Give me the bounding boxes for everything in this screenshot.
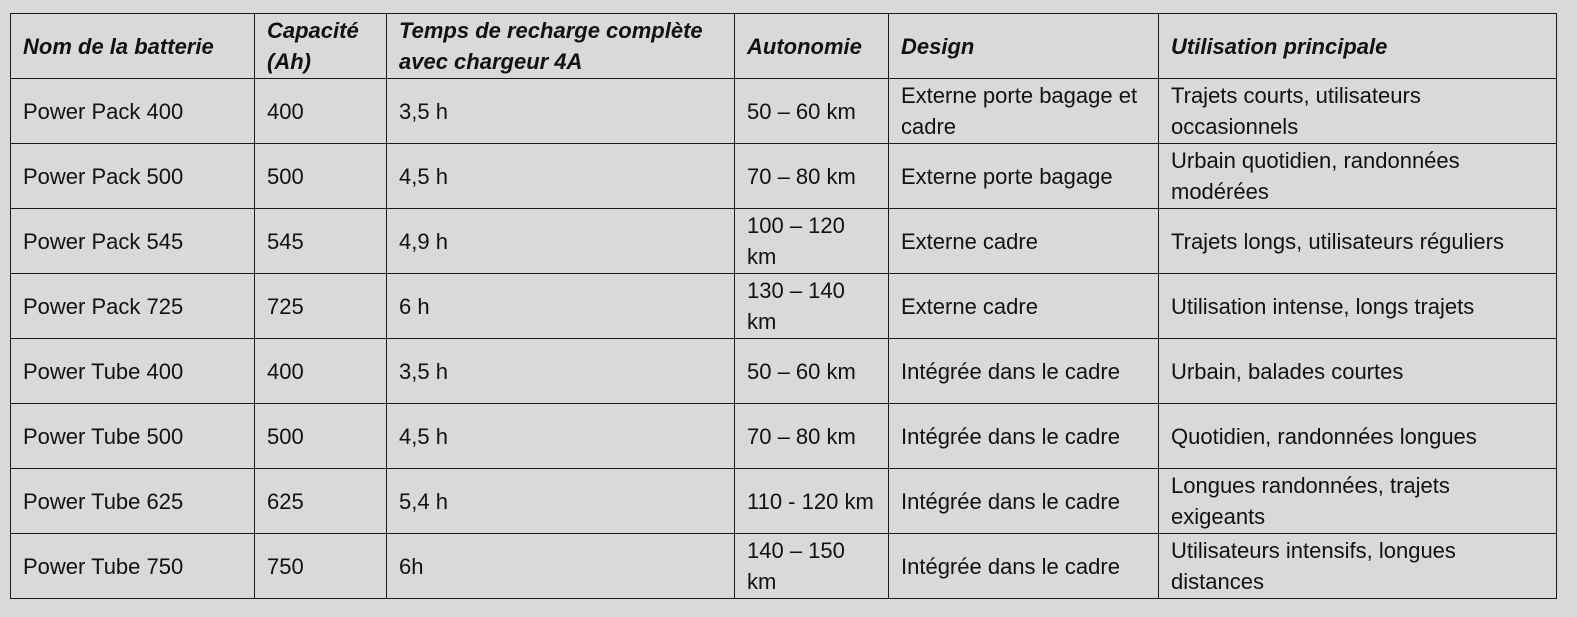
cell-charge-time: 6 h <box>387 274 735 339</box>
cell-range: 130 – 140 km <box>735 274 889 339</box>
cell-design: Intégrée dans le cadre <box>889 534 1159 599</box>
cell-capacity: 725 <box>255 274 387 339</box>
cell-charge-time: 6h <box>387 534 735 599</box>
cell-design: Externe porte bagage <box>889 144 1159 209</box>
table-row <box>11 339 1557 404</box>
header-row <box>11 14 1557 79</box>
table-row <box>11 274 1557 339</box>
cell-charge-time: 4,9 h <box>387 209 735 274</box>
battery-table-container <box>10 13 1557 599</box>
cell-capacity: 500 <box>255 404 387 469</box>
cell-capacity: 545 <box>255 209 387 274</box>
cell-design: Intégrée dans le cadre <box>889 469 1159 534</box>
cell-design: Externe porte bagage et cadre <box>889 79 1159 144</box>
cell-capacity: 400 <box>255 79 387 144</box>
cell-charge-time: 4,5 h <box>387 404 735 469</box>
header-capacity: Capacité (Ah) <box>255 14 387 79</box>
cell-main-use: Trajets courts, utilisateurs occasionnels <box>1159 79 1557 144</box>
header-charge-time: Temps de recharge complète avec chargeur 4A <box>387 14 735 79</box>
table-row <box>11 79 1557 144</box>
cell-range: 50 – 60 km <box>735 339 889 404</box>
cell-main-use: Trajets longs, utilisateurs réguliers <box>1159 209 1557 274</box>
cell-capacity: 500 <box>255 144 387 209</box>
header-range: Autonomie <box>735 14 889 79</box>
cell-design: Intégrée dans le cadre <box>889 404 1159 469</box>
header-battery-name: Nom de la batterie <box>11 14 255 79</box>
cell-range: 70 – 80 km <box>735 144 889 209</box>
table-row <box>11 404 1557 469</box>
table-row <box>11 534 1557 599</box>
cell-battery-name: Power Tube 500 <box>11 404 255 469</box>
battery-comparison-table <box>10 13 1557 599</box>
cell-range: 110 - 120 km <box>735 469 889 534</box>
cell-battery-name: Power Pack 545 <box>11 209 255 274</box>
header-main-use: Utilisation principale <box>1159 14 1557 79</box>
cell-battery-name: Power Tube 625 <box>11 469 255 534</box>
cell-charge-time: 3,5 h <box>387 339 735 404</box>
cell-range: 100 – 120 km <box>735 209 889 274</box>
cell-battery-name: Power Tube 400 <box>11 339 255 404</box>
table-row <box>11 144 1557 209</box>
cell-battery-name: Power Pack 500 <box>11 144 255 209</box>
table-row <box>11 469 1557 534</box>
cell-capacity: 625 <box>255 469 387 534</box>
cell-battery-name: Power Pack 400 <box>11 79 255 144</box>
cell-main-use: Urbain quotidien, randonnées modérées <box>1159 144 1557 209</box>
cell-charge-time: 5,4 h <box>387 469 735 534</box>
cell-range: 70 – 80 km <box>735 404 889 469</box>
cell-range: 50 – 60 km <box>735 79 889 144</box>
cell-main-use: Utilisateurs intensifs, longues distances <box>1159 534 1557 599</box>
cell-battery-name: Power Pack 725 <box>11 274 255 339</box>
cell-charge-time: 4,5 h <box>387 144 735 209</box>
cell-main-use: Urbain, balades courtes <box>1159 339 1557 404</box>
table-row <box>11 209 1557 274</box>
cell-main-use: Quotidien, randonnées longues <box>1159 404 1557 469</box>
cell-capacity: 750 <box>255 534 387 599</box>
cell-battery-name: Power Tube 750 <box>11 534 255 599</box>
cell-design: Externe cadre <box>889 209 1159 274</box>
cell-design: Externe cadre <box>889 274 1159 339</box>
cell-main-use: Longues randonnées, trajets exigeants <box>1159 469 1557 534</box>
cell-charge-time: 3,5 h <box>387 79 735 144</box>
cell-range: 140 – 150 km <box>735 534 889 599</box>
cell-capacity: 400 <box>255 339 387 404</box>
header-design: Design <box>889 14 1159 79</box>
cell-main-use: Utilisation intense, longs trajets <box>1159 274 1557 339</box>
cell-design: Intégrée dans le cadre <box>889 339 1159 404</box>
